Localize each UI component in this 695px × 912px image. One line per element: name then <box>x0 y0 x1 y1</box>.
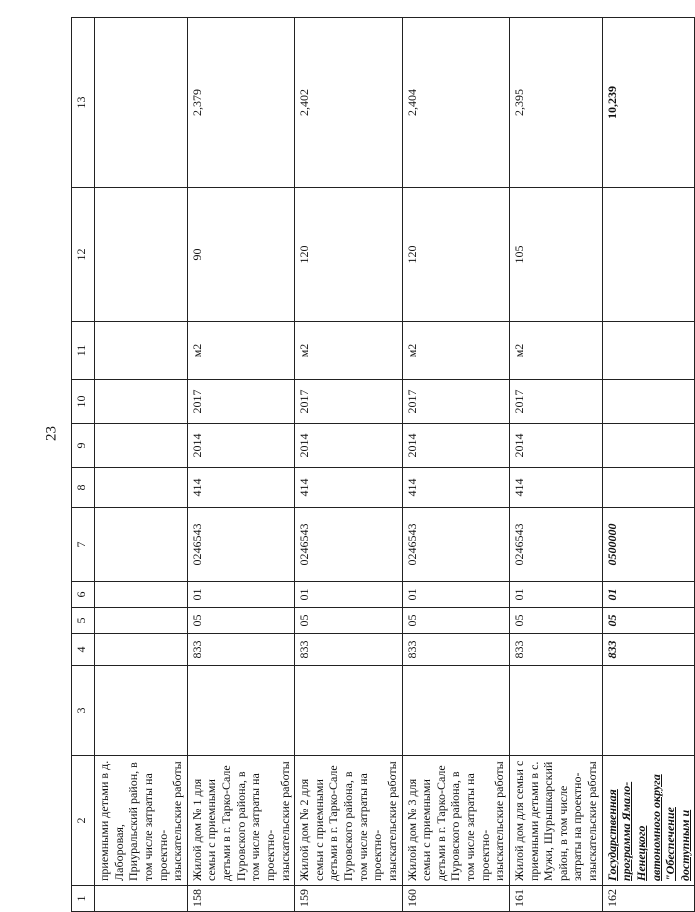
col-header-10: 10 <box>72 380 95 424</box>
table-container <box>71 18 692 912</box>
cell-c12 <box>95 188 188 322</box>
cell-c12: 120 <box>402 188 509 322</box>
cell-c10: 2017 <box>187 380 294 424</box>
cell-object-name: Жилой дом № 1 для семьи с приемными детьми в г. Тарко-Сале Пуровского района, в том числе затраты на проектно-изыскательские работы <box>187 756 294 886</box>
cell-c4: 833 <box>187 634 294 666</box>
table-row <box>187 18 294 912</box>
cell-c13: 10,239 <box>602 18 695 188</box>
cell-c9 <box>95 424 188 468</box>
cell-row-number: 160 <box>402 886 509 912</box>
cell-c9: 2014 <box>402 424 509 468</box>
cell-c13: 2,402 <box>295 18 402 188</box>
col-header-6: 6 <box>72 582 95 608</box>
cell-row-number: 162 <box>602 886 695 912</box>
cell-object-name: Жилой дом № 2 для семьи с приемными детьми в г. Тарко-Сале Пуровского района, в том числе затраты на проектно-изыскательские работы <box>295 756 402 886</box>
col-header-9: 9 <box>72 424 95 468</box>
cell-c6: 01 <box>187 582 294 608</box>
cell-row-number: 158 <box>187 886 294 912</box>
cell-c10 <box>602 380 695 424</box>
cell-c12 <box>602 188 695 322</box>
table-row <box>402 18 509 912</box>
header-row <box>72 18 95 912</box>
cell-object-name: Государственная программа Ямало-Ненецкого автономного округа "Обеспечение доступным и <box>602 756 695 886</box>
budget-table <box>71 17 695 912</box>
cell-c8: 414 <box>187 468 294 508</box>
table-row <box>602 18 695 912</box>
cell-c4: 833 <box>295 634 402 666</box>
cell-c6: 01 <box>602 582 695 608</box>
cell-c7: 0246543 <box>509 508 602 582</box>
cell-c13: 2,404 <box>402 18 509 188</box>
cell-c5: 05 <box>602 608 695 634</box>
cell-c4: 833 <box>402 634 509 666</box>
cell-c8: 414 <box>295 468 402 508</box>
table-row <box>509 18 602 912</box>
cell-c10: 2017 <box>402 380 509 424</box>
page-number: 23 <box>43 426 60 441</box>
table-row <box>295 18 402 912</box>
cell-c8: 414 <box>509 468 602 508</box>
col-header-8: 8 <box>72 468 95 508</box>
cell-c12: 105 <box>509 188 602 322</box>
cell-c11: м2 <box>295 322 402 380</box>
cell-c10: 2017 <box>509 380 602 424</box>
cell-c7: 0246543 <box>187 508 294 582</box>
cell-row-number: 161 <box>509 886 602 912</box>
cell-c11: м2 <box>187 322 294 380</box>
cell-c9 <box>602 424 695 468</box>
cell-c7: 0246543 <box>295 508 402 582</box>
cell-row-number: 159 <box>295 886 402 912</box>
cell-c4 <box>95 634 188 666</box>
cell-c5 <box>95 608 188 634</box>
cell-c6 <box>95 582 188 608</box>
cell-c11 <box>95 322 188 380</box>
cell-row-number <box>95 886 188 912</box>
cell-c3 <box>295 666 402 756</box>
col-header-11: 11 <box>72 322 95 380</box>
cell-c5: 05 <box>295 608 402 634</box>
cell-c4: 833 <box>509 634 602 666</box>
cell-c3 <box>509 666 602 756</box>
cell-c7: 0500000 <box>602 508 695 582</box>
col-header-12: 12 <box>72 188 95 322</box>
col-header-7: 7 <box>72 508 95 582</box>
col-header-1: 1 <box>72 886 95 912</box>
cell-c6: 01 <box>295 582 402 608</box>
cell-c3 <box>95 666 188 756</box>
cell-object-name: приемными детьми в д. Лаборовая, Приуральский район, в том числе затраты на проектно-изыскательские работы <box>95 756 188 886</box>
cell-c6: 01 <box>509 582 602 608</box>
cell-c5: 05 <box>402 608 509 634</box>
cell-object-name: Жилой дом № 3 для семьи с приемными детьми в г. Тарко-Сале Пуровского района, в том числе затраты на проектно-изыскательские работы <box>402 756 509 886</box>
cell-c10 <box>95 380 188 424</box>
cell-c7 <box>95 508 188 582</box>
cell-c9: 2014 <box>295 424 402 468</box>
cell-c5: 05 <box>187 608 294 634</box>
cell-c7: 0246543 <box>402 508 509 582</box>
cell-object-name: Жилой дом для семьи с приемными детьми в с. Мужи, Шурышкарский район, в том числе затраты на проектно-изыскательские работы <box>509 756 602 886</box>
cell-c6: 01 <box>402 582 509 608</box>
cell-c13: 2,379 <box>187 18 294 188</box>
cell-c12: 120 <box>295 188 402 322</box>
cell-c8 <box>95 468 188 508</box>
cell-c10: 2017 <box>295 380 402 424</box>
col-header-2: 2 <box>72 756 95 886</box>
col-header-3: 3 <box>72 666 95 756</box>
col-header-13: 13 <box>72 18 95 188</box>
cell-c11: м2 <box>402 322 509 380</box>
cell-c11 <box>602 322 695 380</box>
cell-c8: 414 <box>402 468 509 508</box>
col-header-5: 5 <box>72 608 95 634</box>
cell-c13 <box>95 18 188 188</box>
cell-c9: 2014 <box>509 424 602 468</box>
cell-c12: 90 <box>187 188 294 322</box>
cell-c3 <box>187 666 294 756</box>
cell-c11: м2 <box>509 322 602 380</box>
cell-c8 <box>602 468 695 508</box>
cell-c9: 2014 <box>187 424 294 468</box>
cell-c3 <box>602 666 695 756</box>
cell-c4: 833 <box>602 634 695 666</box>
table-row <box>95 18 188 912</box>
cell-c3 <box>402 666 509 756</box>
col-header-4: 4 <box>72 634 95 666</box>
cell-c5: 05 <box>509 608 602 634</box>
cell-c13: 2,395 <box>509 18 602 188</box>
